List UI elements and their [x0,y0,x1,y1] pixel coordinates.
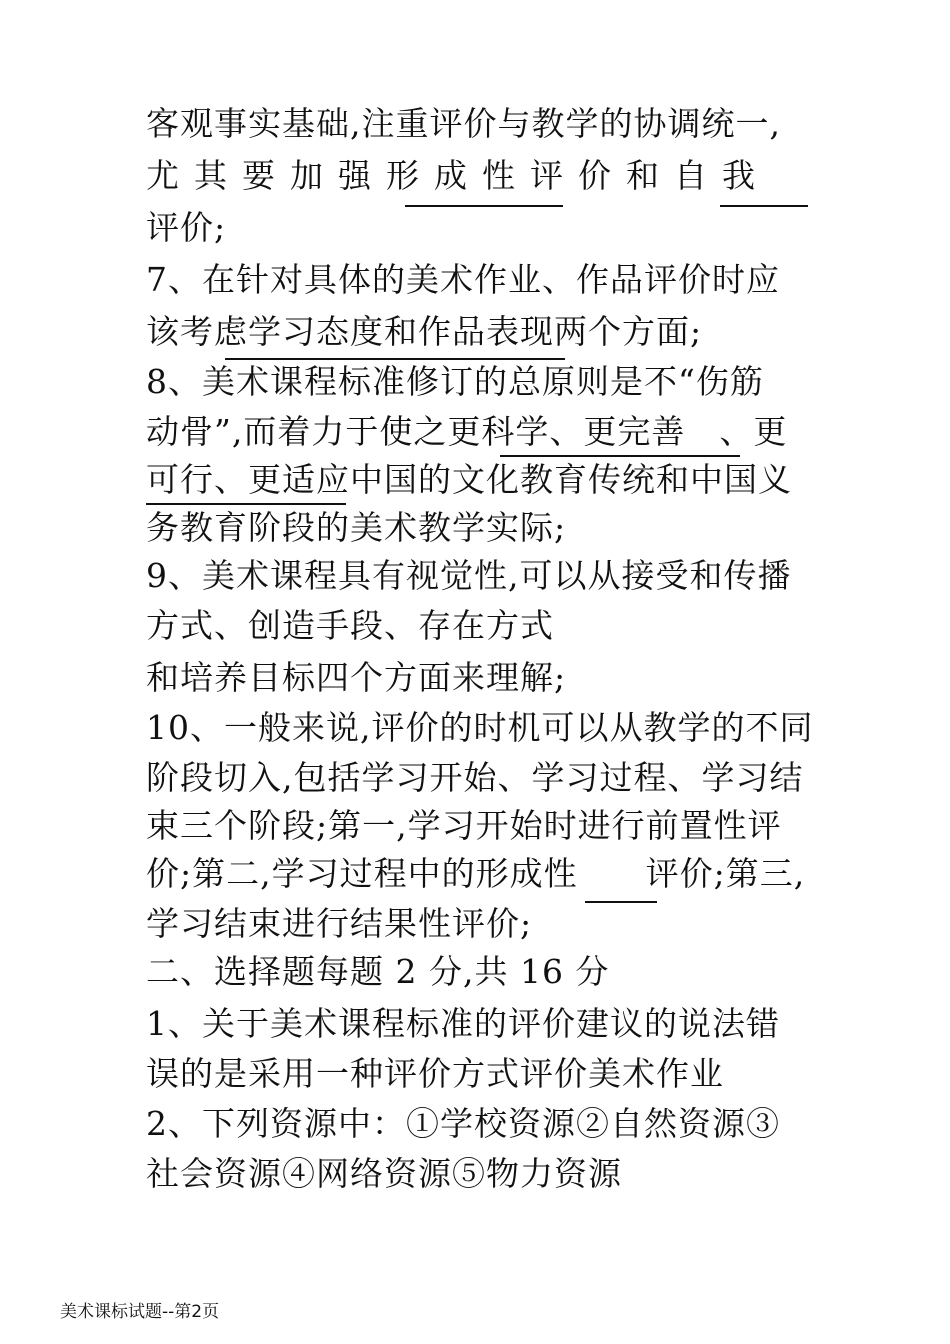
text-line: 学习结束进行结果性评价; [146,904,533,943]
answer-underline [585,901,657,903]
answer-underline [720,205,808,207]
text-line: 可行、更适应中国的文化教育传统和中国义 [146,460,792,499]
text-line: 阶段切入,包括学习开始、学习过程、学习结 [146,758,804,797]
text-line: 2、下列资源中：①学校资源②自然资源③ [146,1104,780,1143]
answer-overline [225,358,565,360]
text-line: 社会资源④网络资源⑤物力资源 [146,1154,622,1193]
text-line: 10、一般来说,评价的时机可以从教学的不同 [146,708,814,747]
text-line: 误的是采用一种评价方式评价美术作业 [146,1054,724,1093]
text-line: 价;第二,学习过程中的形成性 评价;第三, [146,854,806,893]
section-heading: 二、选择题每题 2 分,共 16 分 [146,952,610,991]
text-line: 务教育阶段的美术教学实际; [146,508,567,547]
answer-overline [500,455,740,457]
answer-underline [405,205,563,207]
text-line: 9、美术课程具有视觉性,可以从接受和传播 [146,556,792,595]
text-line: 1、关于美术课程标准的评价建议的说法错 [146,1004,780,1043]
text-line: 束三个阶段;第一,学习开始时进行前置性评 [146,806,782,845]
text-line: 动骨”,而着力于使之更科学、更完善 、更 [146,412,788,451]
text-line: 8、美术课程标准修订的总原则是不“伤筋 [146,362,764,401]
text-line: 和培养目标四个方面来理解; [146,658,567,697]
text-line: 评价; [146,208,227,247]
text-line: 方式、创造手段、存在方式 [146,606,554,645]
text-line: 尤其要加强形成性评价和自我 [146,156,770,195]
page-footer: 美术课标试题--第2页 [60,1302,220,1322]
text-line: 客观事实基础,注重评价与教学的协调统一, [146,104,781,143]
answer-overline [146,503,346,505]
text-line: 7、在针对具体的美术作业、作品评价时应 [146,260,780,299]
text-line: 该考虑学习态度和作品表现两个方面; [146,312,703,351]
